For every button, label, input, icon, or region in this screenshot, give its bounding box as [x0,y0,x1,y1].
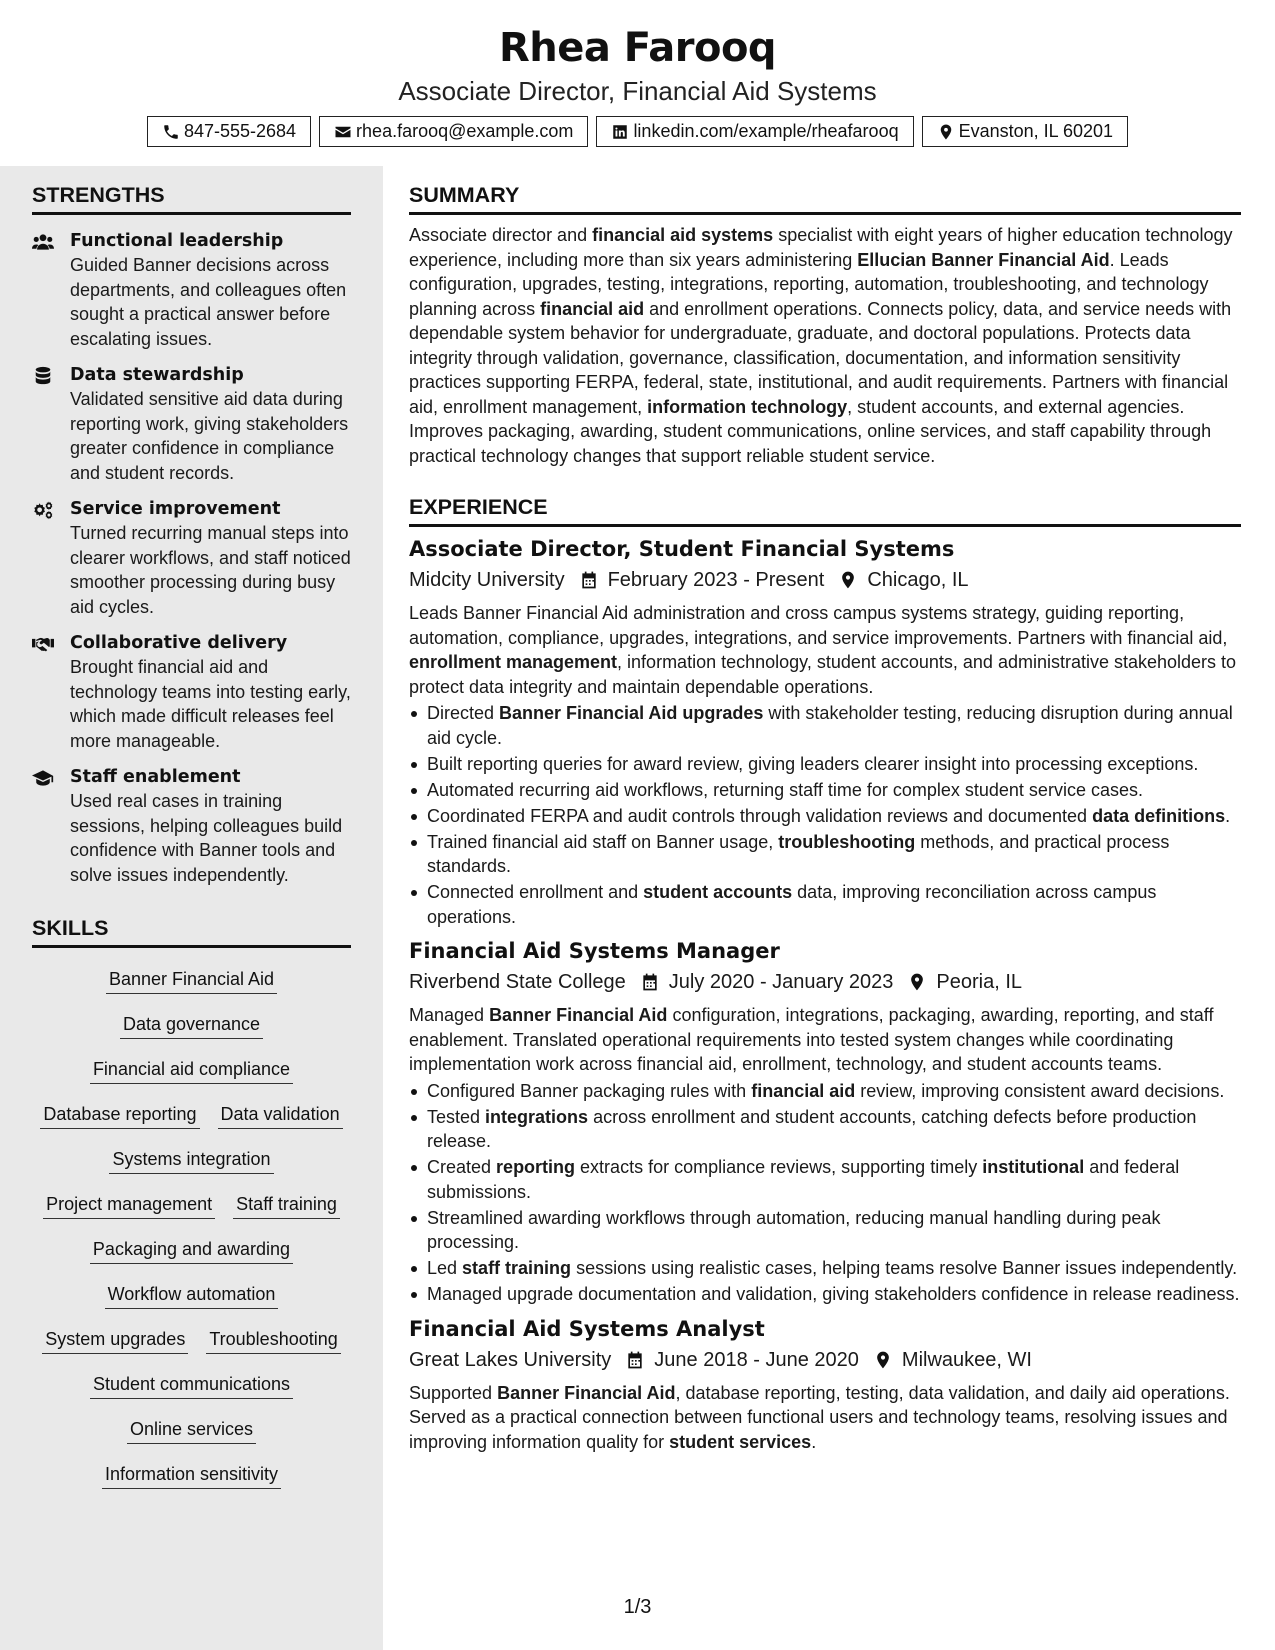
job-bullet: Connected enrollment and student accounts data, improving reconciliation across campus operations. [409,880,1241,929]
skill-row [32,1003,351,1048]
summary-heading: SUMMARY [409,166,1241,215]
skill-row [32,1318,351,1363]
calendar-icon [625,1350,645,1370]
page-number: 1/3 [623,1596,652,1618]
strength-desc: Used real cases in training sessions, helping colleagues build confidence with Banner tools and solve issues independently. [70,791,343,885]
envelope-icon [334,123,352,141]
strength-title: Staff enablement [70,767,241,787]
job-location: Peoria, IL [936,971,1022,993]
contact-item[interactable] [922,116,1128,147]
job-meta [409,1345,1241,1375]
job-bullet: Directed Banner Financial Aid upgrades with stakeholder testing, reducing disruption during annual aid cycle. [409,701,1241,750]
sidebar [0,166,383,1650]
skill-row [32,1093,351,1138]
job-bullet: Led staff training sessions using realistic cases, helping teams resolve Banner issues independently. [409,1256,1241,1281]
handshake-icon [32,631,70,753]
skill-tag: Staff training [233,1193,340,1219]
candidate-name: Rhea Farooq [498,25,777,71]
skill-row [32,1363,351,1408]
job-title: Associate Director, Student Financial Systems [409,537,955,561]
skill-row [32,1408,351,1453]
skill-row [32,1138,351,1183]
job-entry [409,937,1241,1307]
job-title: Financial Aid Systems Manager [409,939,780,963]
strengths-list [32,229,351,887]
strength-item [32,765,351,887]
job-bullets [409,1079,1241,1307]
strength-item [32,631,351,753]
job-entry [409,1315,1241,1455]
skill-tag: Troubleshooting [206,1328,340,1354]
job-company: Riverbend State College [409,971,626,993]
candidate-title: Associate Director, Financial Aid Systems [398,76,877,106]
skill-tag: Database reporting [40,1103,199,1129]
summary-text: Associate director and financial aid systems specialist with eight years of higher education technology experience, including more than six years administering Ellucian Banner Financial Aid. Leads configuration, upgrades, testing, integrations, reporting, automation, troubleshooting, and technology planning across financial aid and enrollment operations. Connects policy, data, and service needs with dependable system behavior for undergraduate, graduate, and doctoral populations. Protects data integrity through validation, governance, classification, documentation, and information sensitivity practices supporting FERPA, federal, state, institutional, and audit requirements. Partners with financial aid, enrollment management, information technology, student accounts, and external agencies. Improves packaging, awarding, student communications, online services, and staff capability through practical technology changes that support reliable student service. [409,225,1233,466]
job-description: Managed Banner Financial Aid configuration, integrations, packaging, awarding, reporting, and staff enablement. Translated operational requirements into tested system changes while coordinating implementation work across financial aid, enrollment, technology, and student accounts teams. [409,1005,1214,1074]
job-bullet: Streamlined awarding workflows through automation, reducing manual handling during peak processing. [409,1206,1241,1255]
job-bullet: Built reporting queries for award review, giving leaders clearer insight into processing exceptions. [409,752,1241,777]
job-location: Milwaukee, WI [901,1348,1032,1371]
strength-title: Service improvement [70,499,281,519]
gears-icon [32,497,70,619]
phone-icon [162,123,180,141]
contact-item[interactable] [319,116,588,147]
graduation-cap-icon [32,765,70,887]
users-icon [32,229,70,351]
skill-tag: Data validation [218,1103,343,1129]
contact-text: linkedin.com/example/rheafarooq [633,121,899,141]
skill-tag: Packaging and awarding [90,1238,293,1264]
skill-tag: Project management [43,1193,215,1219]
job-bullets [409,701,1241,929]
skill-row [32,958,351,1003]
skill-tag: Information sensitivity [102,1463,281,1489]
skill-tag: Data governance [120,1013,263,1039]
skill-tag: Banner Financial Aid [106,968,277,994]
job-company: Great Lakes University [409,1348,612,1371]
strengths-heading: STRENGTHS [32,166,351,215]
database-icon [32,363,70,485]
job-bullet: Coordinated FERPA and audit controls through validation reviews and documented data definitions. [409,804,1241,829]
skills-heading: SKILLS [32,899,351,948]
skill-row [32,1273,351,1318]
contact-item[interactable] [596,116,913,147]
job-title: Financial Aid Systems Analyst [409,1316,765,1341]
calendar-icon [640,972,660,992]
job-entry [409,535,1241,929]
skill-row [32,1228,351,1273]
resume-header [0,0,1275,147]
experience-heading: EXPERIENCE [409,478,1241,527]
job-bullet: Trained financial aid staff on Banner usage, troubleshooting methods, and practical process standards. [409,830,1241,879]
strength-item [32,229,351,351]
job-bullet: Configured Banner packaging rules with financial aid review, improving consistent award decisions. [409,1079,1241,1104]
skill-tag: Workflow automation [105,1283,279,1309]
contact-text: 847-555-2684 [183,121,297,141]
experience-list [409,535,1241,1454]
skill-tag: Online services [127,1418,256,1444]
map-pin-icon [937,123,955,141]
strength-item [32,363,351,485]
skill-tag: Student communications [90,1373,293,1399]
contact-item[interactable] [147,116,311,147]
strength-desc: Guided Banner decisions across departments, and colleagues often sought a practical answer before escalating issues. [70,255,347,349]
job-description: Supported Banner Financial Aid, database reporting, testing, data validation, and daily aid operations. Served as a practical connection between functional users and technology teams, resolving issues and improving information quality for student services. [409,1382,1230,1452]
job-bullet: Created reporting extracts for compliance reviews, supporting timely institutional and federal submissions. [409,1155,1241,1204]
job-bullet: Managed upgrade documentation and validation, giving stakeholders confidence in release readiness. [409,1282,1241,1307]
job-description: Leads Banner Financial Aid administration and cross campus systems strategy, guiding reporting, automation, compliance, upgrades, integrations, and service improvements. Partners with financial aid, enrollment management, information technology, student accounts, and administrative stakeholders to protect data integrity and maintain dependable operations. [409,603,1237,697]
job-meta [409,565,1241,595]
main-content [409,166,1241,1454]
contact-bar [0,116,1275,147]
map-pin-icon [907,972,927,992]
job-dates: February 2023 - Present [607,569,825,591]
skill-row [32,1183,351,1228]
job-location: Chicago, IL [867,569,969,591]
skill-tag: Systems integration [109,1148,273,1174]
strength-desc: Validated sensitive aid data during reporting work, giving stakeholders greater confidence in compliance and student records. [70,389,349,483]
job-company: Midcity University [409,569,565,591]
calendar-icon [579,570,599,590]
contact-text: Evanston, IL 60201 [958,121,1114,141]
strength-item [32,497,351,619]
strength-title: Data stewardship [70,365,244,385]
linkedin-icon [611,123,629,141]
map-pin-icon [838,570,858,590]
skills-list [32,958,351,1498]
strength-desc: Turned recurring manual steps into clearer workflows, and staff noticed smoother processing during busy aid cycles. [70,523,351,617]
contact-text: rhea.farooq@example.com [356,121,574,141]
skill-row [32,1048,351,1093]
job-bullet: Automated recurring aid workflows, returning staff time for complex student service cases. [409,778,1241,803]
job-dates: June 2018 - June 2020 [654,1348,859,1371]
job-dates: July 2020 - January 2023 [668,971,894,993]
skill-row [32,1453,351,1498]
skill-tag: Financial aid compliance [90,1058,293,1084]
skill-tag: System upgrades [42,1328,188,1354]
strength-desc: Brought financial aid and technology teams into testing early, which made difficult releases feel more manageable. [70,657,351,751]
job-meta [409,967,1241,997]
job-bullet: Tested integrations across enrollment and student accounts, catching defects before production release. [409,1105,1241,1154]
map-pin-icon [873,1350,893,1370]
strength-title: Collaborative delivery [70,633,288,653]
strength-title: Functional leadership [70,231,284,251]
